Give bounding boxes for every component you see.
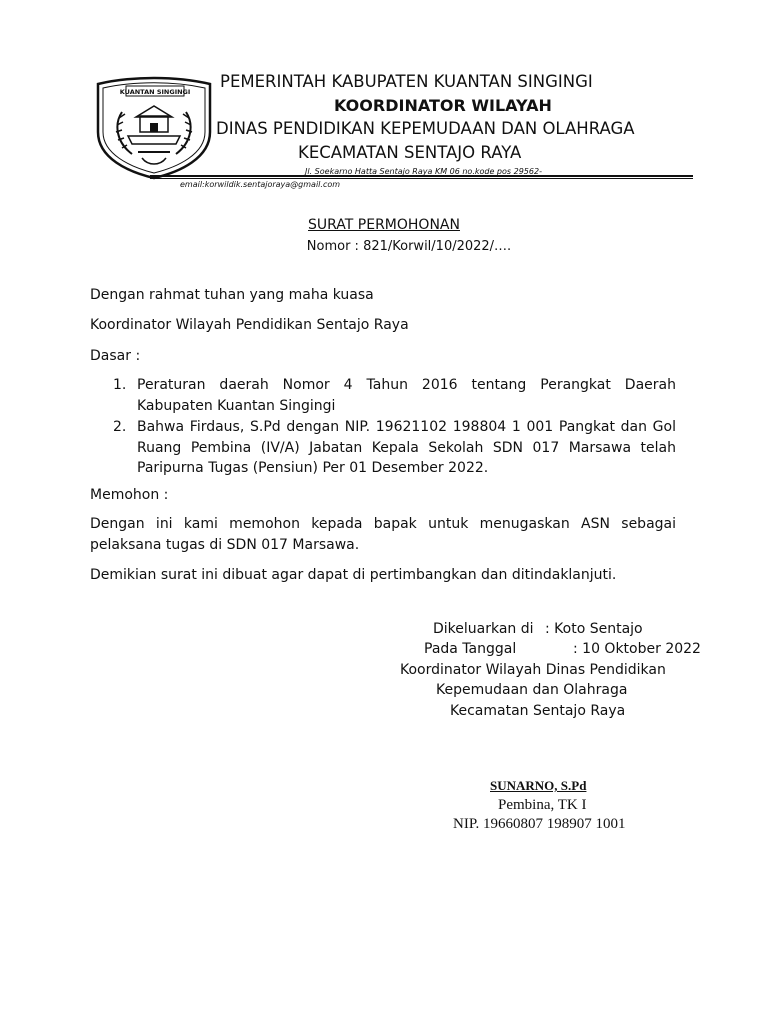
header-government-line: PEMERINTAH KABUPATEN KUANTAN SINGINGI xyxy=(220,72,593,91)
signer-name: SUNARNO, S.Pd xyxy=(490,778,587,793)
list-item xyxy=(90,417,676,479)
closing-line: Demikian surat ini dibuat agar dapat di pertimbangkan dan ditindaklanjuti. xyxy=(90,567,617,583)
opening-line: Dengan rahmat tuhan yang maha kuasa xyxy=(90,287,374,303)
issued-date-label: Pada Tanggal xyxy=(424,641,517,657)
signer-position-line2: Kepemudaan dan Olahraga xyxy=(436,682,628,698)
dasar-list xyxy=(90,375,676,480)
header-agency-line: DINAS PENDIDIKAN KEPEMUDAAN DAN OLAHRAGA xyxy=(216,119,635,138)
signer-position-line3: Kecamatan Sentajo Raya xyxy=(450,703,626,719)
list-item xyxy=(90,375,676,416)
shield-emblem-icon xyxy=(92,74,216,180)
request-paragraph: Dengan ini kami memohon kepada bapak untuk menugaskan ASN sebagai pelaksana tugas di SDN 017 Marsawa. xyxy=(90,516,676,553)
list-item-number: 1. xyxy=(113,377,127,393)
issued-place-value: : Koto Sentajo xyxy=(545,621,643,637)
header-district-line: KECAMATAN SENTAJO RAYA xyxy=(298,143,522,162)
memohon-label: Memohon : xyxy=(90,487,169,503)
header-divider-thin xyxy=(150,178,693,179)
issued-place-label: Dikeluarkan di xyxy=(433,621,534,637)
header-email: email:korwildik.sentajoraya@gmail.com xyxy=(180,180,341,189)
signer-position-line1: Koordinator Wilayah Dinas Pendidikan xyxy=(400,662,666,678)
letter-title-text: SURAT PERMOHONAN xyxy=(308,217,460,233)
issued-date-value: : 10 Oktober 2022 xyxy=(573,641,701,657)
signer-nip: NIP. 19660807 198907 1001 xyxy=(453,816,626,832)
list-item-number: 2. xyxy=(113,419,127,435)
logo-text: KUANTAN SINGINGI xyxy=(119,88,191,96)
list-item-text: Peraturan daerah Nomor 4 Tahun 2016 tentang Perangkat Daerah Kabupaten Kuantan Singingi xyxy=(137,377,676,414)
header-address: Jl. Soekarno Hatta Sentajo Raya KM 06 no.kode pos 29562- xyxy=(305,167,542,176)
header-coordinator-line: KOORDINATOR WILAYAH xyxy=(334,96,552,115)
list-item-text: Bahwa Firdaus, S.Pd dengan NIP. 19621102 198804 1 001 Pangkat dan Gol Ruang Pembina (IV/A) Jabatan Kepala Sekolah SDN 017 Marsawa telah Paripurna Tugas (Pensiun) Per 01 Desember 2022. xyxy=(137,419,676,476)
signer-rank: Pembina, TK I xyxy=(498,797,587,813)
dasar-label: Dasar : xyxy=(90,348,141,364)
regency-emblem-logo xyxy=(92,74,216,180)
sender-line: Koordinator Wilayah Pendidikan Sentajo Raya xyxy=(90,317,409,333)
letter-title xyxy=(0,217,768,233)
header-divider-thick xyxy=(150,175,693,177)
letter-number: Nomor : 821/Korwil/10/2022/…. xyxy=(306,239,512,254)
